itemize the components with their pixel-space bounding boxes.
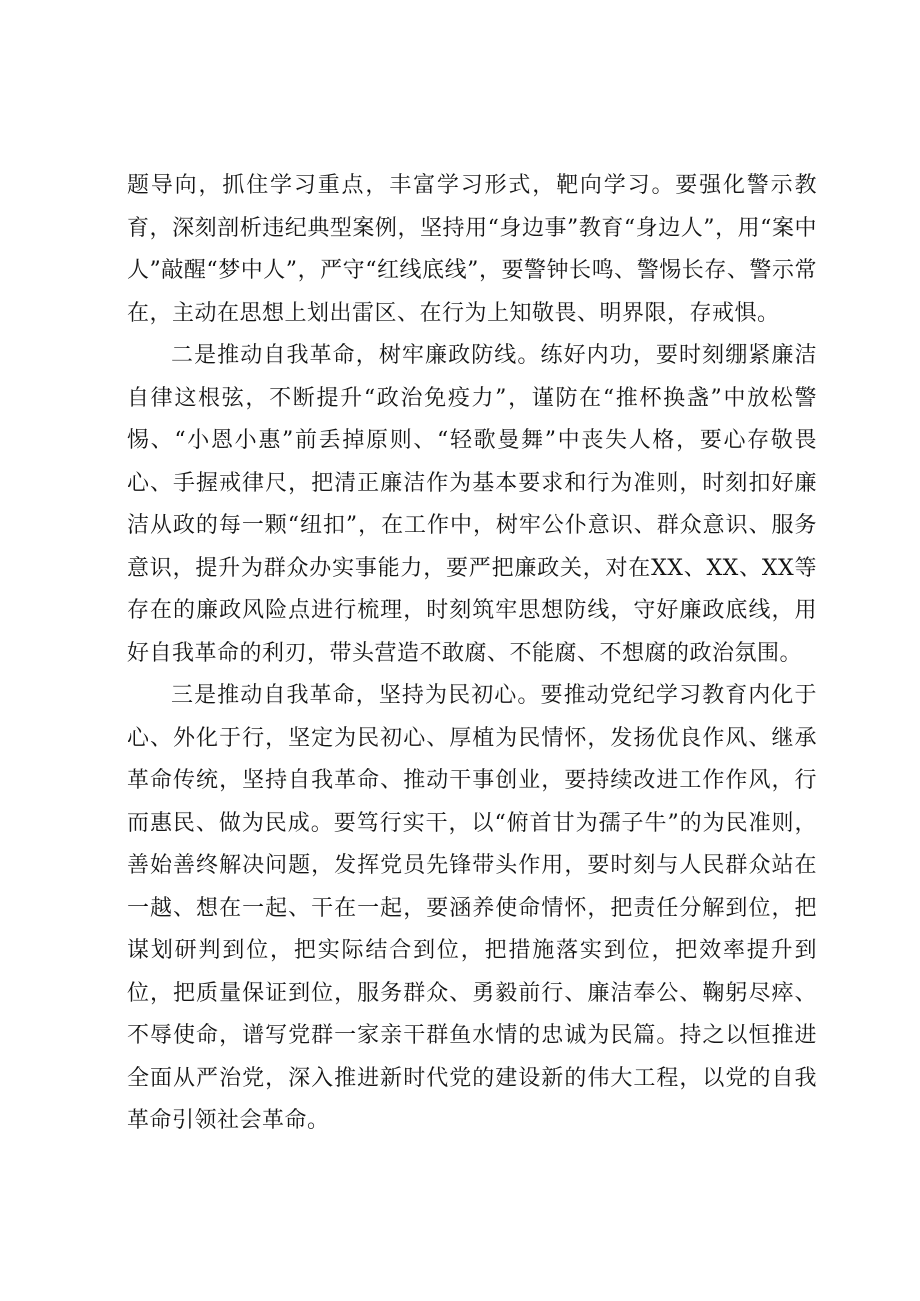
paragraph-warning-education: 题导向，抓住学习重点，丰富学习形式，靶向学习。要强化警示教育，深刻剖析违纪典型案例，坚持用“身边事”教育“身边人”，用“案中人”敲醒“梦中人”，严守“红线底线”，要警钟长鸣、警惕长存、警示常在，主动在思想上划出雷区、在行为上知敬畏、明界限，存戒惧。 [127,173,817,326]
paragraph-integrity-defense: 二是推动自我革命，树牢廉政防线。练好内功，要时刻绷紧廉洁自律这根弦，不断提升“政治免疫力”，谨防在“推杯换盏”中放松警惕、“小恩小惠”前丢掉原则、“轻歌曼舞”中丧失人格，要心存敬畏心、手握戒律尺，把清正廉洁作为基本要求和行为准则，时刻扣好廉洁从政的每一颗“纽扣”，在工作中，树牢公仆意识、群众意识、服务意识，提升为群众办实事能力，要严把廉政关，对在XX、XX、XX等存在的廉政风险点进行梳理，时刻筑牢思想防线，守好廉政底线，用好自我革命的利刃，带头营造不敢腐、不能腐、不想腐的政治氛围。 [127,343,817,666]
document-body [127,165,817,1143]
paragraph-people-first: 三是推动自我革命，坚持为民初心。要推动党纪学习教育内化于心、外化于行，坚定为民初心、厚植为民情怀，发扬优良作风、继承革命传统，坚持自我革命、推动干事创业，要持续改进工作作风，行而惠民、做为民成。要笃行实干，以“俯首甘为孺子牛”的为民准则，善始善终解决问题，发挥党员先锋带头作用，要时刻与人民群众站在一越、想在一起、干在一起，要涵养使命情怀，把责任分解到位，把谋划研判到位，把实际结合到位，把措施落实到位，把效率提升到位，把质量保证到位，服务群众、勇毅前行、廉洁奉公、鞠躬尽瘁、不辱使命，谱写党群一家亲干群鱼水情的忠诚为民篇。持之以恒推进全面从严治党，深入推进新时代党的建设新的伟大工程，以党的自我革命引领社会革命。 [127,683,817,1133]
